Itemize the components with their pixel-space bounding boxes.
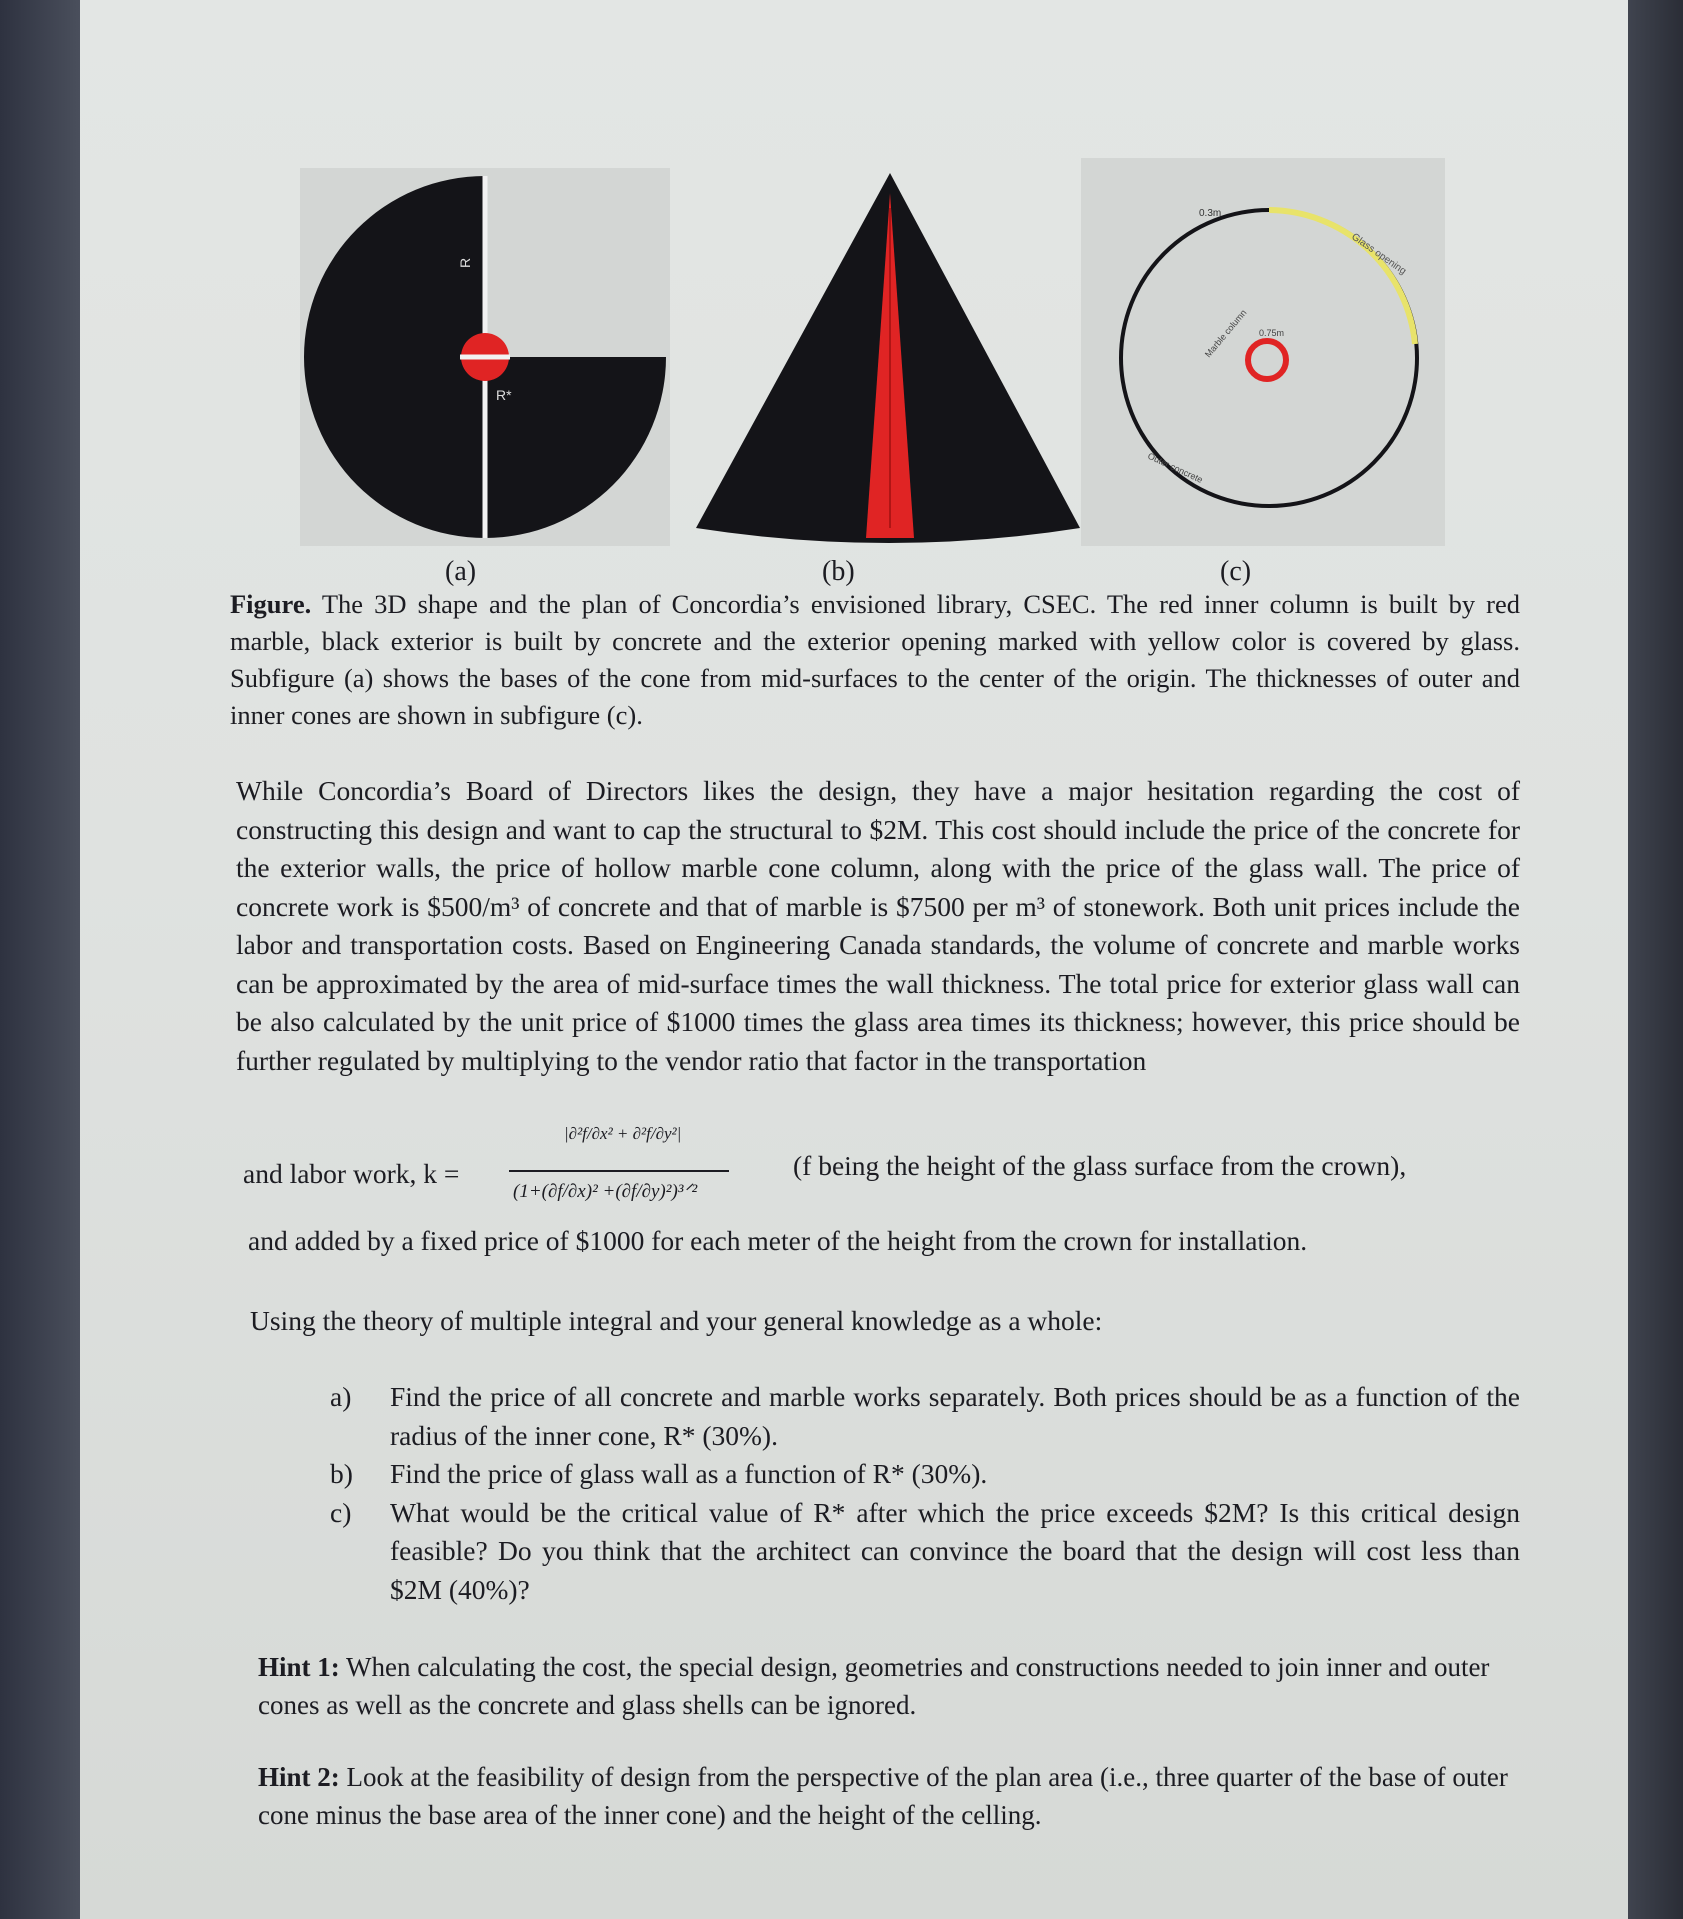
figure-c-glass-label: Glass opening — [1349, 231, 1408, 278]
subfigure-b-label: (b) — [822, 556, 855, 587]
hint-label: Hint 2: — [258, 1762, 340, 1792]
hint-text: Look at the feasibility of design from the perspective of the plan area (i.e., three quarter of the base of outer cone minus the base area of the inner cone) and the height of the celling. — [258, 1762, 1508, 1830]
subfigure-a-label: (a) — [445, 556, 477, 587]
figure-a-drawing — [300, 168, 670, 546]
formula-suffix: (f being the height of the glass surface from the crown), — [793, 1150, 1407, 1181]
figure-a — [300, 168, 670, 546]
question-text: Find the price of glass wall as a function of R* (30%). — [390, 1458, 988, 1489]
caption-lead: Figure. — [230, 589, 312, 619]
fraction-denominator: (1+(∂f/∂x)² +(∂f/∂y)²)³ᐟ² — [513, 1181, 698, 1202]
formula-line — [243, 1118, 1521, 1228]
question-label: a) — [330, 1381, 352, 1412]
figure-c-marble-label: Marble column — [1202, 307, 1249, 360]
figure-c-inner-label: 0.75m — [1259, 328, 1285, 338]
question-label: c) — [330, 1496, 352, 1528]
figure-c-outer-label: Outer concrete — [1146, 450, 1205, 485]
figure-b-drawing — [694, 168, 1082, 546]
hint-label: Hint 1: — [258, 1652, 340, 1682]
document-page — [80, 0, 1628, 1919]
figure-c-thickness-label: 0.3m — [1199, 208, 1222, 219]
question-text: Find the price of all concrete and marble works separately. Both prices should be as a function of the radius of the inner cone, R* (30%). — [390, 1381, 1520, 1451]
figure-a-r-label: R — [457, 257, 473, 268]
curvature-fraction — [509, 1118, 729, 1228]
problem-paragraph-3: Using the theory of multiple integral and your general knowledge as a whole: — [250, 1305, 1103, 1336]
monitor-bezel-left — [0, 0, 80, 1919]
question-item — [330, 1494, 1520, 1610]
fraction-numerator: |∂²f/∂x² + ∂²f/∂y²| — [564, 1124, 682, 1143]
question-list — [330, 1378, 1520, 1609]
figure-c — [1081, 158, 1445, 546]
figure-c-drawing — [1081, 158, 1445, 546]
monitor-bezel-right — [1628, 0, 1683, 1919]
problem-paragraph-1: While Concordia’s Board of Directors likes the design, they have a major hesitation regarding the cost of constructing this design and want to cap the structural to $2M. This cost should include the price of the concrete for the exterior walls, the price of hollow marble cone column, along with the price of the glass wall. The price of concrete work is $500/m³ of concrete and that of marble is $7500 per m³ of stonework. Both unit prices include the labor and transportation costs. Based on Engineering Canada standards, the volume of concrete and marble works can be approximated by the area of mid-surface times the wall thickness. The total price for exterior glass wall can be also calculated by the unit price of $1000 times the glass area times its thickness; however, this price should be further regulated by multiplying to the vendor ratio that factor in the transportation — [236, 775, 1520, 1076]
figure-a-rstar-label: R* — [496, 387, 512, 403]
figure-b — [694, 168, 1082, 546]
hint-text: When calculating the cost, the special design, geometries and constructions needed to join inner and outer cones as well as the concrete and glass shells can be ignored. — [258, 1652, 1490, 1720]
hint-1 — [258, 1648, 1522, 1724]
question-label: b) — [330, 1458, 353, 1489]
fraction-bar — [509, 1170, 729, 1172]
figure-caption — [230, 586, 1520, 734]
question-item — [330, 1455, 1520, 1494]
formula-prefix: and labor work, k = — [243, 1158, 460, 1189]
caption-text: The 3D shape and the plan of Concordia’s envisioned library, CSEC. The red inner column is built by red marble, black exterior is built by concrete and the exterior opening marked with yellow color is covered by glass. Subfigure (a) shows the bases of the cone from mid-surfaces to the center of the origin. The thicknesses of outer and inner cones are shown in subfigure (c). — [230, 589, 1520, 730]
hint-2 — [258, 1758, 1522, 1834]
question-item — [330, 1378, 1520, 1455]
subfigure-c-label: (c) — [1220, 556, 1252, 587]
problem-paragraph-2: and added by a fixed price of $1000 for each meter of the height from the crown for installation. — [248, 1225, 1308, 1256]
question-text: What would be the critical value of R* after which the price exceeds $2M? Is this critical design feasible? Do you think that the architect can convince the board that the design will cost less than $2M (40%)? — [390, 1496, 1520, 1605]
